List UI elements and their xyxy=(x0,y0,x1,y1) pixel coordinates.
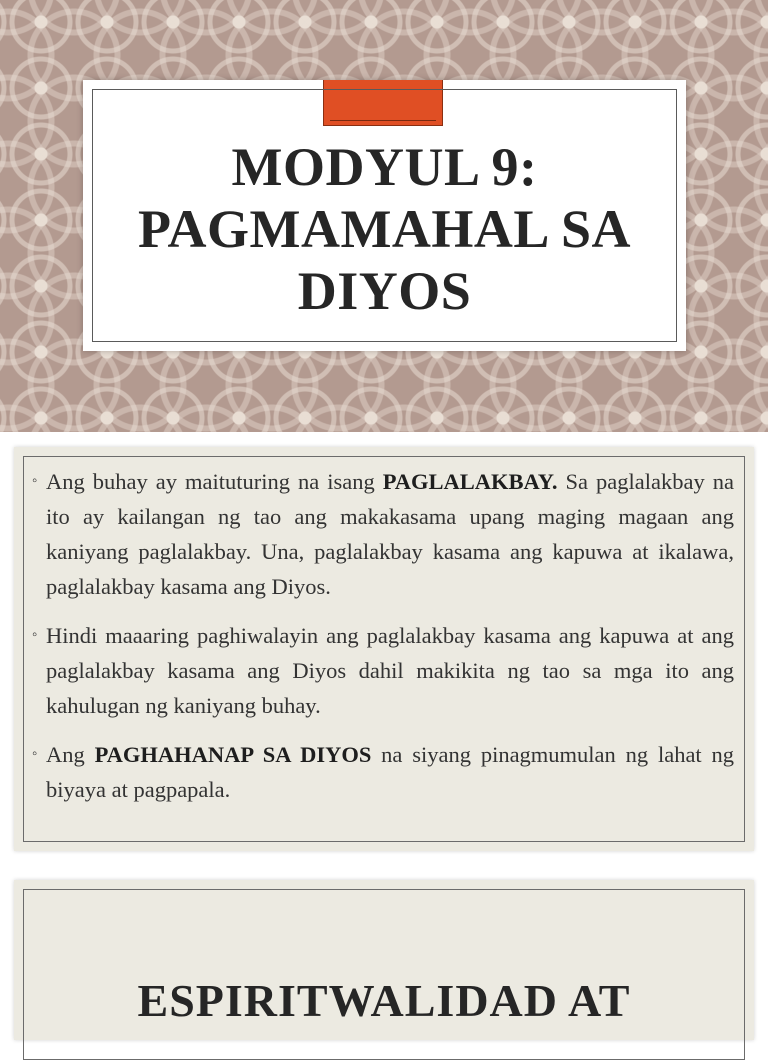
bullet-marker-icon: ◦ xyxy=(32,473,38,489)
title-line-3: DIYOS xyxy=(297,261,472,321)
title-card xyxy=(83,80,686,351)
bullets-slide xyxy=(14,447,754,851)
bullet-item xyxy=(34,464,734,604)
bullet-bold-text: PAGLALAKBAY. xyxy=(382,469,558,494)
title-slide xyxy=(0,0,768,432)
slide-title xyxy=(83,136,686,322)
bullet-list xyxy=(34,464,734,821)
bullet-text: Hindi maaaring paghiwalayin ang paglalakbay kasama ang kapuwa at ang paglalakbay kasama ang Diyos dahil makikita ng tao sa mga ito ang kahulugan ng kaniyang buhay. xyxy=(46,623,734,718)
bullet-text: Sa paglalakbay na ito ay kailangan ng tao ang makakasama upang maging magaan ang kaniyang paglalakbay. Una, paglalakbay kasama ang kapuwa at ikalawa, paglalakbay kasama ang Diyos. xyxy=(46,469,734,599)
bullet-bold-text: PAGHAHANAP SA DIYOS xyxy=(94,742,372,767)
bullet-item xyxy=(34,618,734,723)
bullet-text: Ang xyxy=(46,742,95,767)
section-title: ESPIRITWALIDAD AT xyxy=(137,975,631,1026)
bullet-item xyxy=(34,737,734,807)
bullet-text: Ang buhay ay maituturing na isang xyxy=(46,469,383,494)
bullet-marker-icon: ◦ xyxy=(32,746,38,762)
title-line-2: PAGMAMAHAL SA xyxy=(138,199,631,259)
title-line-1: MODYUL 9: xyxy=(231,137,538,197)
bullet-marker-icon: ◦ xyxy=(32,627,38,643)
bullet-text: na siyang pinagmumulan ng lahat ng biyaya at pagpapala. xyxy=(46,742,735,802)
section-slide xyxy=(14,880,754,1040)
